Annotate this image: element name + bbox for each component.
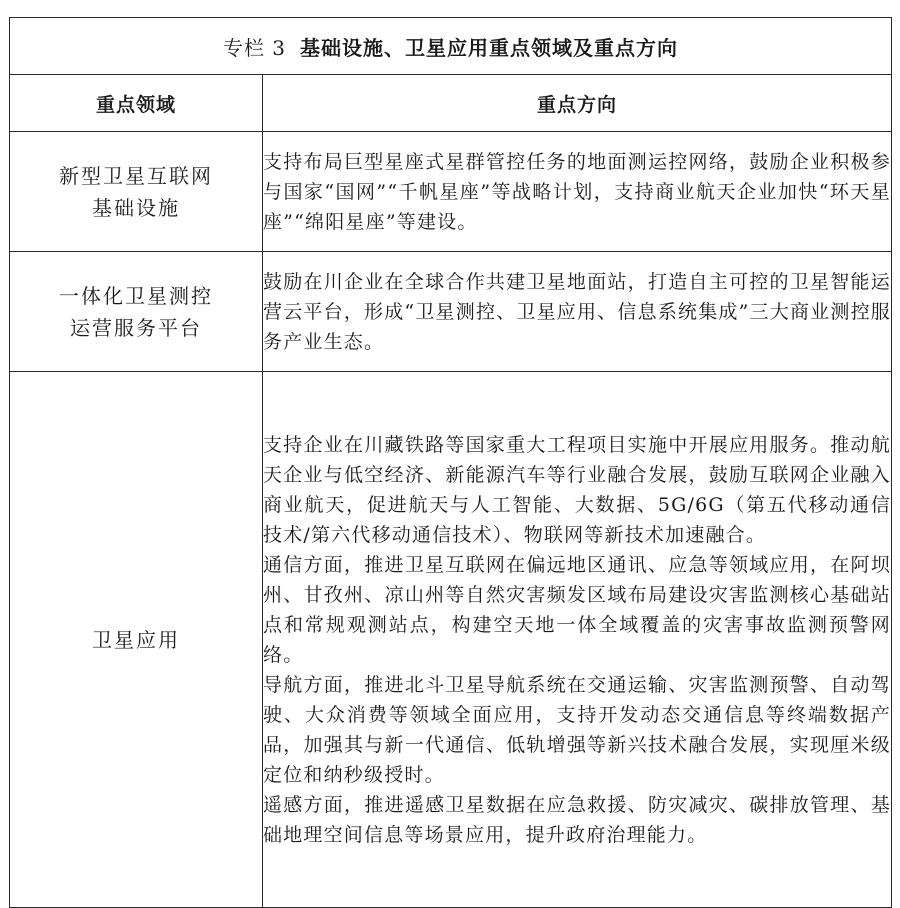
area-line: 新型卫星互联网 bbox=[59, 163, 213, 188]
table-row bbox=[10, 252, 892, 372]
area-cell bbox=[10, 132, 263, 252]
table-title bbox=[10, 18, 892, 75]
direction-cell bbox=[263, 372, 892, 908]
column-number: 专栏 3 bbox=[222, 35, 287, 60]
focus-areas-table bbox=[9, 17, 892, 908]
area-line: 卫星应用 bbox=[92, 627, 180, 652]
direction-paragraph: 支持企业在川藏铁路等国家重大工程项目实施中开展应用服务。推动航天企业与低空经济、新能源汽车等行业融合发展，鼓励互联网企业融入商业航天，促进航天与人工智能、大数据、5G/6G（第五代移动通信技术/第六代移动通信技术）、物联网等新技术加速融合。 bbox=[263, 433, 891, 546]
area-cell bbox=[10, 372, 263, 908]
table-row bbox=[10, 372, 892, 908]
direction-paragraph: 导航方面，推进北斗卫星导航系统在交通运输、灾害监测预警、自动驾驶、大众消费等领域全面应用，支持开发动态交通信息等终端数据产品，加强其与新一代通信、低轨增强等新兴技术融合发展，实现厘米级定位和纳秒级授时。 bbox=[263, 673, 891, 786]
area-line: 运营服务平台 bbox=[70, 315, 202, 340]
area-line: 基础设施 bbox=[92, 195, 180, 220]
direction-cell bbox=[263, 252, 892, 372]
area-cell bbox=[10, 252, 263, 372]
table-title-row bbox=[10, 18, 892, 75]
header-direction: 重点方向 bbox=[263, 75, 892, 132]
direction-paragraph: 鼓励在川企业在全球合作共建卫星地面站，打造自主可控的卫星智能运营云平台，形成“卫星测控、卫星应用、信息系统集成”三大商业测控服务产业生态。 bbox=[263, 270, 891, 353]
direction-paragraph: 遥感方面，推进遥感卫星数据在应急救援、防灾减灾、碳排放管理、基础地理空间信息等场景应用，提升政府治理能力。 bbox=[263, 793, 891, 846]
header-area: 重点领域 bbox=[10, 75, 263, 132]
direction-paragraph: 通信方面，推进卫星互联网在偏远地区通讯、应急等领域应用，在阿坝州、甘孜州、凉山州等自然灾害频发区域布局建设灾害监测核心基础站点和常规观测站点，构建空天地一体全域覆盖的灾害事故监测预警网络。 bbox=[263, 553, 891, 666]
direction-cell bbox=[263, 132, 892, 252]
direction-paragraph: 支持布局巨型星座式星群管控任务的地面测运控网络，鼓励企业积极参与国家“国网”“千帆星座”等战略计划，支持商业航天企业加快“环天星座”“绵阳星座”等建设。 bbox=[263, 150, 891, 233]
table-row bbox=[10, 132, 892, 252]
header-row bbox=[10, 75, 892, 132]
area-line: 一体化卫星测控 bbox=[59, 283, 213, 308]
title-text: 基础设施、卫星应用重点领域及重点方向 bbox=[300, 35, 679, 60]
